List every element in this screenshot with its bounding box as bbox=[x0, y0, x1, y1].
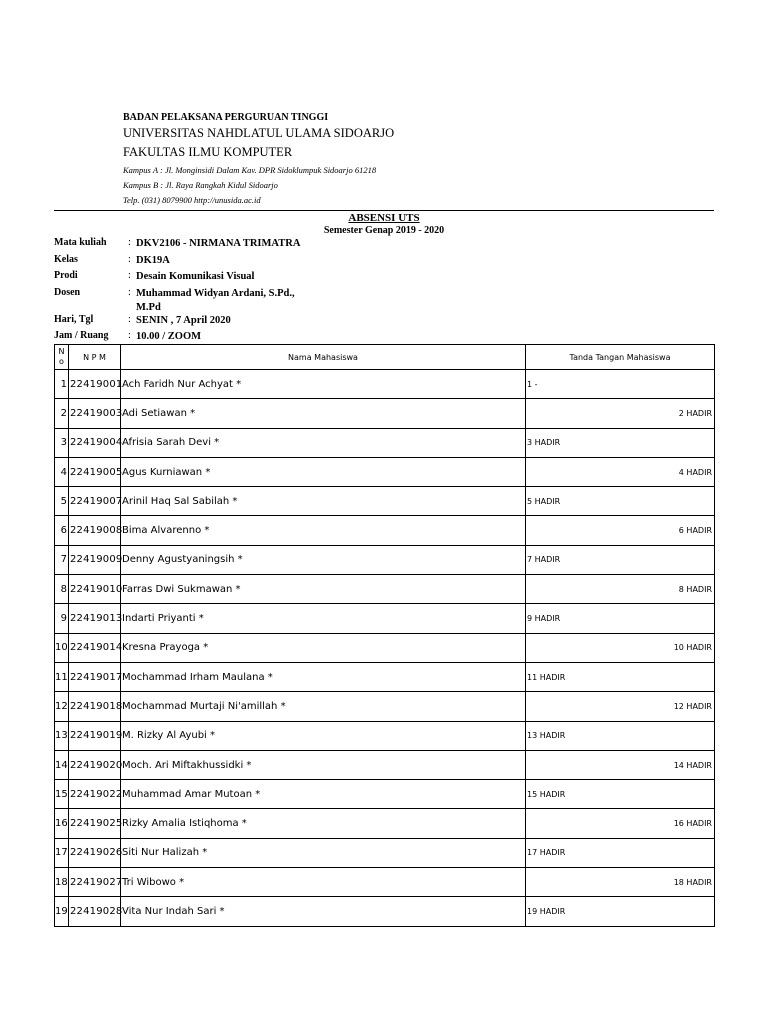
info-separator: : bbox=[128, 286, 131, 298]
row-npm: 22419020 bbox=[69, 750, 121, 779]
row-student-name: Denny Agustyaningsih * bbox=[121, 545, 526, 574]
table-row bbox=[55, 692, 715, 721]
info-row-date bbox=[54, 314, 454, 331]
table-row bbox=[55, 750, 715, 779]
row-signature: 6 HADIR bbox=[526, 516, 715, 545]
row-student-name: Ach Faridh Nur Achyat * bbox=[121, 370, 526, 399]
info-row-lecturer bbox=[54, 287, 454, 314]
row-npm: 22419017 bbox=[69, 662, 121, 691]
row-npm: 22419018 bbox=[69, 692, 121, 721]
row-student-name: Adi Setiawan * bbox=[121, 399, 526, 428]
row-signature: 5 HADIR bbox=[526, 487, 715, 516]
table-row bbox=[55, 487, 715, 516]
row-student-name: Indarti Priyanti * bbox=[121, 604, 526, 633]
agency-name: BADAN PELAKSANA PERGURUAN TINGGI bbox=[123, 112, 329, 123]
info-separator: : bbox=[128, 313, 131, 325]
row-number: 12 bbox=[55, 692, 69, 721]
row-student-name: Mochammad Irham Maulana * bbox=[121, 662, 526, 691]
info-label: Jam / Ruang bbox=[54, 330, 109, 341]
row-number: 3 bbox=[55, 428, 69, 457]
contact-line: Telp. (031) 8079900 http://unusida.ac.id bbox=[123, 195, 261, 205]
row-npm: 22419025 bbox=[69, 809, 121, 838]
row-signature: 16 HADIR bbox=[526, 809, 715, 838]
info-separator: : bbox=[128, 330, 131, 341]
row-student-name: M. Rizky Al Ayubi * bbox=[121, 721, 526, 750]
row-student-name: Siti Nur Halizah * bbox=[121, 838, 526, 867]
row-npm: 22419007 bbox=[69, 487, 121, 516]
attendance-rows bbox=[55, 370, 715, 927]
header-divider bbox=[54, 210, 714, 211]
row-number: 8 bbox=[55, 575, 69, 604]
header-no-line2: o bbox=[59, 357, 64, 366]
row-signature: 8 HADIR bbox=[526, 575, 715, 604]
row-npm: 22419004 bbox=[69, 428, 121, 457]
row-signature: 10 HADIR bbox=[526, 633, 715, 662]
row-npm: 22419026 bbox=[69, 838, 121, 867]
info-row-class bbox=[54, 254, 454, 271]
row-npm: 22419019 bbox=[69, 721, 121, 750]
row-npm: 22419013 bbox=[69, 604, 121, 633]
row-student-name: Agus Kurniawan * bbox=[121, 457, 526, 486]
row-npm: 22419008 bbox=[69, 516, 121, 545]
row-signature: 19 HADIR bbox=[526, 897, 715, 926]
info-value: SENIN , 7 April 2020 bbox=[136, 314, 231, 326]
row-signature: 14 HADIR bbox=[526, 750, 715, 779]
header-no-line1: N bbox=[58, 347, 65, 356]
row-student-name: Rizky Amalia Istiqhoma * bbox=[121, 809, 526, 838]
row-npm: 22419014 bbox=[69, 633, 121, 662]
table-row bbox=[55, 809, 715, 838]
table-row bbox=[55, 838, 715, 867]
row-number: 10 bbox=[55, 633, 69, 662]
table-row bbox=[55, 399, 715, 428]
row-student-name: Tri Wibowo * bbox=[121, 868, 526, 897]
row-signature: 13 HADIR bbox=[526, 721, 715, 750]
row-number: 4 bbox=[55, 457, 69, 486]
row-npm: 22419022 bbox=[69, 780, 121, 809]
row-number: 11 bbox=[55, 662, 69, 691]
table-row bbox=[55, 780, 715, 809]
row-number: 9 bbox=[55, 604, 69, 633]
info-value: DK19A bbox=[136, 254, 170, 266]
row-number: 7 bbox=[55, 545, 69, 574]
row-number: 17 bbox=[55, 838, 69, 867]
row-number: 13 bbox=[55, 721, 69, 750]
row-student-name: Vita Nur Indah Sari * bbox=[121, 897, 526, 926]
row-signature: 1 - bbox=[526, 370, 715, 399]
info-value: 10.00 / ZOOM bbox=[136, 331, 202, 342]
info-separator: : bbox=[128, 253, 131, 265]
course-info bbox=[54, 237, 454, 347]
row-student-name: Arinil Haq Sal Sabilah * bbox=[121, 487, 526, 516]
row-signature: 11 HADIR bbox=[526, 662, 715, 691]
info-value: Muhammad Widyan Ardani, S.Pd., M.Pd bbox=[136, 287, 295, 313]
row-signature: 12 HADIR bbox=[526, 692, 715, 721]
attendance-table bbox=[54, 344, 715, 927]
row-student-name: Farras Dwi Sukmawan * bbox=[121, 575, 526, 604]
table-row bbox=[55, 662, 715, 691]
table-row bbox=[55, 428, 715, 457]
table-row bbox=[55, 575, 715, 604]
row-signature: 4 HADIR bbox=[526, 457, 715, 486]
info-value: Desain Komunikasi Visual bbox=[136, 271, 255, 282]
table-header-row bbox=[55, 345, 715, 370]
row-number: 6 bbox=[55, 516, 69, 545]
row-signature: 3 HADIR bbox=[526, 428, 715, 457]
campus-b-address: Kampus B : Jl. Raya Rangkah Kidul Sidoarjo bbox=[123, 180, 278, 190]
faculty-name: FAKULTAS ILMU KOMPUTER bbox=[123, 145, 293, 159]
university-name: UNIVERSITAS NAHDLATUL ULAMA SIDOARJO bbox=[123, 126, 395, 140]
row-signature: 9 HADIR bbox=[526, 604, 715, 633]
row-npm: 22419027 bbox=[69, 868, 121, 897]
row-number: 1 bbox=[55, 370, 69, 399]
row-student-name: Bima Alvarenno * bbox=[121, 516, 526, 545]
table-row bbox=[55, 633, 715, 662]
info-row-course bbox=[54, 237, 454, 254]
row-signature: 18 HADIR bbox=[526, 868, 715, 897]
info-value: DKV2106 - NIRMANA TRIMATRA bbox=[136, 238, 301, 249]
row-number: 16 bbox=[55, 809, 69, 838]
table-row bbox=[55, 545, 715, 574]
table-row bbox=[55, 721, 715, 750]
row-student-name: Muhammad Amar Mutoan * bbox=[121, 780, 526, 809]
info-label: Hari, Tgl bbox=[54, 313, 94, 325]
table-row bbox=[55, 516, 715, 545]
row-signature: 2 HADIR bbox=[526, 399, 715, 428]
row-student-name: Moch. Ari Miftakhussidki * bbox=[121, 750, 526, 779]
info-label: Mata kuliah bbox=[54, 237, 107, 248]
table-row bbox=[55, 897, 715, 926]
table-row bbox=[55, 604, 715, 633]
row-signature: 15 HADIR bbox=[526, 780, 715, 809]
row-number: 19 bbox=[55, 897, 69, 926]
info-label: Prodi bbox=[54, 270, 78, 281]
info-label: Kelas bbox=[54, 253, 78, 265]
row-student-name: Kresna Prayoga * bbox=[121, 633, 526, 662]
table-row bbox=[55, 868, 715, 897]
table-row bbox=[55, 457, 715, 486]
info-row-program bbox=[54, 270, 454, 287]
row-signature: 17 HADIR bbox=[526, 838, 715, 867]
semester-subtitle: Semester Genap 2019 - 2020 bbox=[323, 225, 445, 236]
info-label: Dosen bbox=[54, 286, 81, 298]
header-no bbox=[55, 345, 69, 370]
row-npm: 22419003 bbox=[69, 399, 121, 428]
header-signature: Tanda Tangan Mahasiswa bbox=[526, 345, 715, 370]
row-npm: 22419028 bbox=[69, 897, 121, 926]
header-name: Nama Mahasiswa bbox=[121, 345, 526, 370]
document-title: ABSENSI UTS bbox=[348, 212, 420, 224]
row-npm: 22419001 bbox=[69, 370, 121, 399]
row-signature: 7 HADIR bbox=[526, 545, 715, 574]
row-number: 5 bbox=[55, 487, 69, 516]
info-separator: : bbox=[128, 270, 131, 281]
row-number: 2 bbox=[55, 399, 69, 428]
row-number: 14 bbox=[55, 750, 69, 779]
info-separator: : bbox=[128, 237, 131, 248]
row-npm: 22419010 bbox=[69, 575, 121, 604]
table-row bbox=[55, 370, 715, 399]
campus-a-address: Kampus A : Jl. Monginsidi Dalam Kav. DPR Sidoklumpuk Sidoarjo 61218 bbox=[123, 165, 377, 175]
row-npm: 22419009 bbox=[69, 545, 121, 574]
row-student-name: Afrisia Sarah Devi * bbox=[121, 428, 526, 457]
row-student-name: Mochammad Murtaji Ni'amillah * bbox=[121, 692, 526, 721]
row-number: 18 bbox=[55, 868, 69, 897]
row-npm: 22419005 bbox=[69, 457, 121, 486]
row-number: 15 bbox=[55, 780, 69, 809]
header-npm: N P M bbox=[69, 345, 121, 370]
